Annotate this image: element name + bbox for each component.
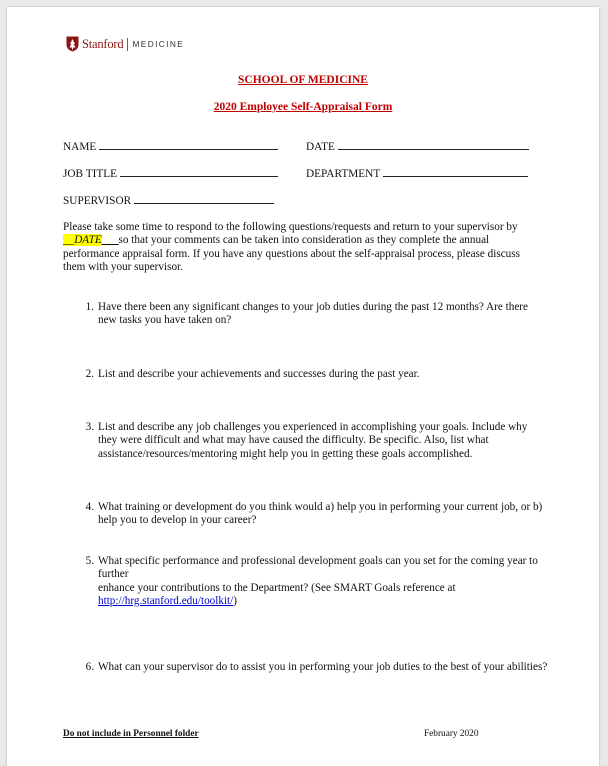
job-title-blank-line[interactable] bbox=[120, 167, 278, 177]
date-placeholder-highlight: __DATE bbox=[63, 234, 102, 247]
question-text: What can your supervisor do to assist you in performing your job duties to the best of your abilities? bbox=[98, 661, 548, 673]
form-title: 2020 Employee Self-Appraisal Form bbox=[213, 101, 393, 113]
name-blank-line[interactable] bbox=[99, 140, 278, 150]
logo-unit-text: MEDICINE bbox=[132, 39, 185, 49]
name-label: NAME bbox=[63, 141, 97, 153]
question-number: 2. bbox=[85, 368, 94, 380]
supervisor-label: SUPERVISOR bbox=[63, 195, 132, 207]
date-blank: ___ bbox=[101, 234, 119, 247]
question-item bbox=[63, 421, 549, 461]
question-item bbox=[63, 555, 549, 609]
question-text-line: What specific performance and professional development goals can you set for the coming year to further bbox=[98, 555, 538, 581]
question-number: 6. bbox=[85, 661, 94, 673]
instructions-paragraph bbox=[63, 221, 543, 274]
logo-divider bbox=[127, 38, 128, 51]
question-text: What training or development do you think would a) help you in performing your current job, or b) help you to develop in your career? bbox=[98, 501, 543, 527]
question-text-line bbox=[98, 582, 549, 595]
instructions-text-1: Please take some time to respond to the following questions/requests and return to your supervisor by bbox=[63, 221, 518, 233]
job-title-field[interactable] bbox=[63, 167, 278, 180]
name-field[interactable] bbox=[63, 140, 278, 153]
footer-date: February 2020 bbox=[424, 729, 479, 739]
date-label: DATE bbox=[306, 141, 335, 153]
instructions-text-2: so that your comments can be taken into consideration as they complete the annual performance appraisal form. If you have any questions about the self-appraisal process, please discuss them with your supervisor. bbox=[63, 234, 520, 273]
question-item bbox=[63, 301, 549, 328]
school-heading: SCHOOL OF MEDICINE bbox=[238, 74, 368, 86]
department-field[interactable] bbox=[306, 167, 528, 180]
question-text bbox=[98, 555, 549, 609]
question-number: 3. bbox=[85, 421, 94, 433]
question-text-part: enhance your contributions to the Department? (See SMART Goals reference at bbox=[98, 581, 456, 594]
document-page bbox=[7, 7, 599, 766]
department-blank-line[interactable] bbox=[383, 167, 528, 177]
supervisor-blank-line[interactable] bbox=[134, 194, 274, 204]
job-title-label: JOB TITLE bbox=[63, 168, 118, 180]
stanford-seal-icon bbox=[66, 36, 79, 52]
date-field[interactable] bbox=[306, 140, 529, 153]
question-text: List and describe any job challenges you experienced in accomplishing your goals. Include why they were difficult and what may have caused the difficulty. Be specific. Also, list what assistance/resources/mentoring might help you in getting these goals accomplished. bbox=[98, 421, 528, 460]
question-item bbox=[63, 501, 549, 528]
date-blank-line[interactable] bbox=[338, 140, 529, 150]
question-number: 1. bbox=[85, 301, 94, 313]
closing-paren: ) bbox=[233, 595, 238, 608]
question-number: 4. bbox=[85, 501, 94, 513]
supervisor-field[interactable] bbox=[63, 194, 274, 207]
stanford-medicine-logo bbox=[66, 35, 184, 53]
footer-notice: Do not include in Personnel folder bbox=[63, 729, 199, 739]
question-item bbox=[63, 368, 549, 381]
question-text: List and describe your achievements and successes during the past year. bbox=[98, 368, 420, 380]
question-text: Have there been any significant changes to your job duties during the past 12 months? Are there new tasks you have taken on? bbox=[98, 301, 528, 327]
question-link-line bbox=[98, 595, 549, 608]
question-item bbox=[63, 661, 549, 674]
department-label: DEPARTMENT bbox=[306, 168, 381, 180]
logo-brand-text: Stanford bbox=[82, 36, 124, 51]
question-number: 5. bbox=[85, 555, 94, 567]
smart-goals-link[interactable]: http://hrg.stanford.edu/toolkit/ bbox=[98, 595, 234, 608]
